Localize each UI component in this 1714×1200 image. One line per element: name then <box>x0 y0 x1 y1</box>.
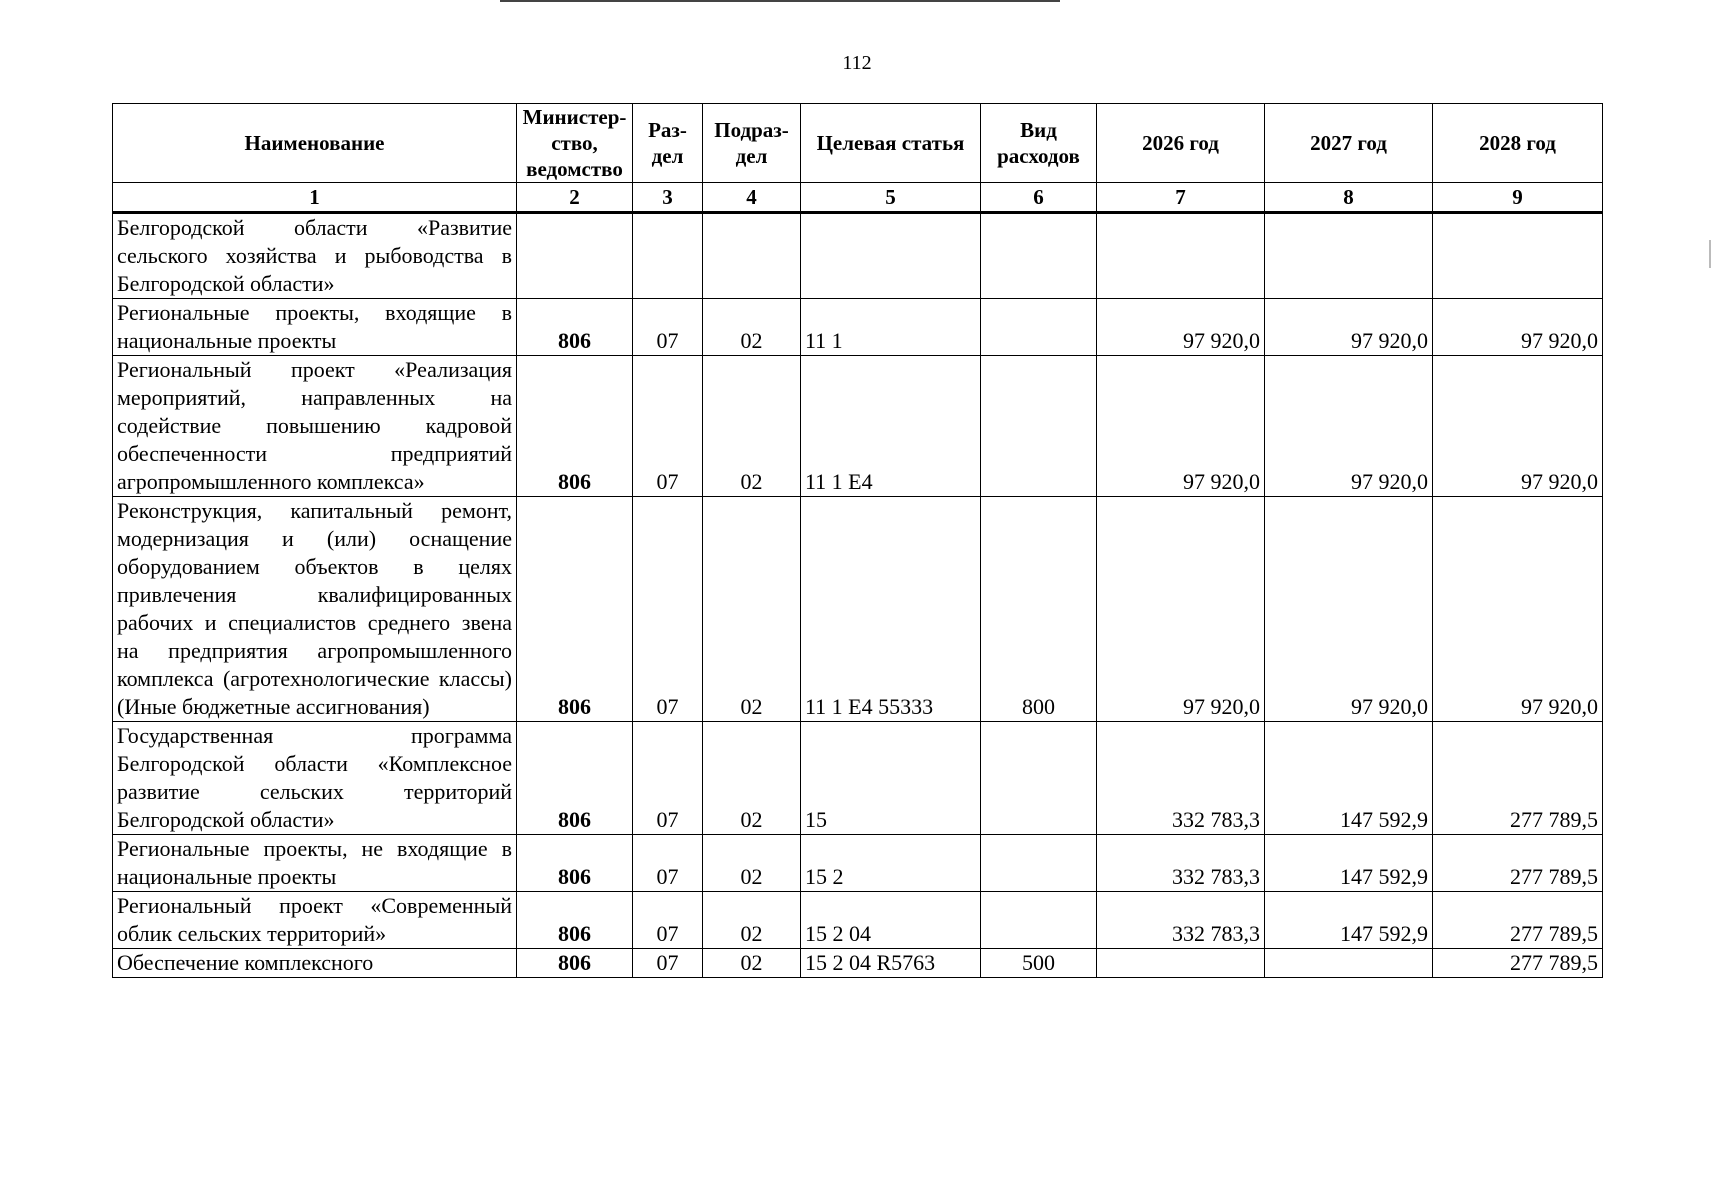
cell-section: 07 <box>633 299 703 356</box>
cell-section: 07 <box>633 949 703 978</box>
budget-table <box>112 103 1603 978</box>
cell-subsection: 02 <box>703 356 801 497</box>
column-number: 3 <box>633 183 703 213</box>
cell-expense-type: 800 <box>981 497 1097 722</box>
column-number: 2 <box>517 183 633 213</box>
header-2028: 2028 год <box>1433 104 1603 183</box>
cell-2028: 97 920,0 <box>1433 497 1603 722</box>
margin-mark <box>1709 240 1711 268</box>
cell-2027: 147 592,9 <box>1265 722 1433 835</box>
top-rule <box>500 0 1060 4</box>
cell-2026 <box>1097 213 1265 299</box>
cell-2027: 97 920,0 <box>1265 356 1433 497</box>
cell-target: 11 1 Е4 55333 <box>801 497 981 722</box>
cell-expense-type: 500 <box>981 949 1097 978</box>
cell-ministry: 806 <box>517 497 633 722</box>
cell-target: 15 <box>801 722 981 835</box>
cell-expense-type <box>981 835 1097 892</box>
column-number: 1 <box>113 183 517 213</box>
cell-2026: 97 920,0 <box>1097 299 1265 356</box>
cell-subsection: 02 <box>703 892 801 949</box>
cell-target: 11 1 Е4 <box>801 356 981 497</box>
cell-2027 <box>1265 213 1433 299</box>
cell-expense-type <box>981 892 1097 949</box>
header-2026: 2026 год <box>1097 104 1265 183</box>
cell-name: Региональные проекты, входящие в национальные проекты <box>113 299 517 356</box>
cell-2028 <box>1433 213 1603 299</box>
cell-target <box>801 213 981 299</box>
cell-expense-type <box>981 299 1097 356</box>
cell-2027: 147 592,9 <box>1265 892 1433 949</box>
column-number: 4 <box>703 183 801 213</box>
column-number: 5 <box>801 183 981 213</box>
cell-name: Белгородской области «Развитие сельского хозяйства и рыбоводства в Белгородской области» <box>113 213 517 299</box>
cell-name: Государственная программа Белгородской области «Комплексное развитие сельских территорий Белгородской области» <box>113 722 517 835</box>
cell-2026: 332 783,3 <box>1097 892 1265 949</box>
cell-2026: 97 920,0 <box>1097 497 1265 722</box>
table-row <box>113 356 1603 497</box>
cell-section: 07 <box>633 892 703 949</box>
column-number: 7 <box>1097 183 1265 213</box>
table-row <box>113 213 1603 299</box>
cell-name: Региональные проекты, не входящие в национальные проекты <box>113 835 517 892</box>
cell-ministry <box>517 213 633 299</box>
cell-target: 15 2 <box>801 835 981 892</box>
column-number: 9 <box>1433 183 1603 213</box>
header-ministry: Министер-ство, ведомство <box>517 104 633 183</box>
cell-2028: 277 789,5 <box>1433 722 1603 835</box>
cell-section: 07 <box>633 835 703 892</box>
cell-name: Обеспечение комплексного <box>113 949 517 978</box>
header-subsection: Подраз-дел <box>703 104 801 183</box>
column-number: 8 <box>1265 183 1433 213</box>
table-row <box>113 299 1603 356</box>
cell-section: 07 <box>633 722 703 835</box>
cell-target: 11 1 <box>801 299 981 356</box>
cell-ministry: 806 <box>517 835 633 892</box>
header-row <box>113 104 1603 183</box>
cell-subsection: 02 <box>703 835 801 892</box>
table-row <box>113 497 1603 722</box>
table-row <box>113 949 1603 978</box>
cell-name: Региональный проект «Реализация мероприятий, направленных на содействие повышению кадровой обеспеченности предприятий агропромышленного комплекса» <box>113 356 517 497</box>
cell-ministry: 806 <box>517 949 633 978</box>
cell-ministry: 806 <box>517 722 633 835</box>
cell-ministry: 806 <box>517 356 633 497</box>
table-row <box>113 835 1603 892</box>
cell-2028: 277 789,5 <box>1433 835 1603 892</box>
cell-2027 <box>1265 949 1433 978</box>
column-number-row <box>113 183 1603 213</box>
page-number: 112 <box>842 52 872 74</box>
cell-2028: 277 789,5 <box>1433 892 1603 949</box>
cell-subsection: 02 <box>703 722 801 835</box>
cell-2027: 147 592,9 <box>1265 835 1433 892</box>
table-body <box>113 213 1603 978</box>
cell-2027: 97 920,0 <box>1265 299 1433 356</box>
cell-expense-type <box>981 356 1097 497</box>
cell-2028: 97 920,0 <box>1433 356 1603 497</box>
cell-2027: 97 920,0 <box>1265 497 1433 722</box>
cell-target: 15 2 04 R5763 <box>801 949 981 978</box>
cell-name: Реконструкция, капитальный ремонт, модернизация и (или) оснащение оборудованием объектов в целях привлечения квалифицированных рабочих и специалистов среднего звена на предприятия агропромышленного комплекса (агротехнологические классы) (Иные бюджетные ассигнования) <box>113 497 517 722</box>
cell-subsection <box>703 213 801 299</box>
cell-subsection: 02 <box>703 949 801 978</box>
cell-ministry: 806 <box>517 892 633 949</box>
cell-name: Региональный проект «Современный облик сельских территорий» <box>113 892 517 949</box>
header-section: Раз-дел <box>633 104 703 183</box>
cell-subsection: 02 <box>703 497 801 722</box>
cell-2028: 277 789,5 <box>1433 949 1603 978</box>
column-number: 6 <box>981 183 1097 213</box>
header-expense-type: Вид расходов <box>981 104 1097 183</box>
header-target: Целевая статья <box>801 104 981 183</box>
cell-section <box>633 213 703 299</box>
cell-section: 07 <box>633 356 703 497</box>
header-2027: 2027 год <box>1265 104 1433 183</box>
cell-2028: 97 920,0 <box>1433 299 1603 356</box>
cell-target: 15 2 04 <box>801 892 981 949</box>
table-row <box>113 722 1603 835</box>
table-row <box>113 892 1603 949</box>
cell-2026: 332 783,3 <box>1097 722 1265 835</box>
cell-2026 <box>1097 949 1265 978</box>
cell-2026: 332 783,3 <box>1097 835 1265 892</box>
cell-section: 07 <box>633 497 703 722</box>
cell-subsection: 02 <box>703 299 801 356</box>
cell-expense-type <box>981 722 1097 835</box>
cell-2026: 97 920,0 <box>1097 356 1265 497</box>
cell-expense-type <box>981 213 1097 299</box>
header-name: Наименование <box>113 104 517 183</box>
cell-ministry: 806 <box>517 299 633 356</box>
